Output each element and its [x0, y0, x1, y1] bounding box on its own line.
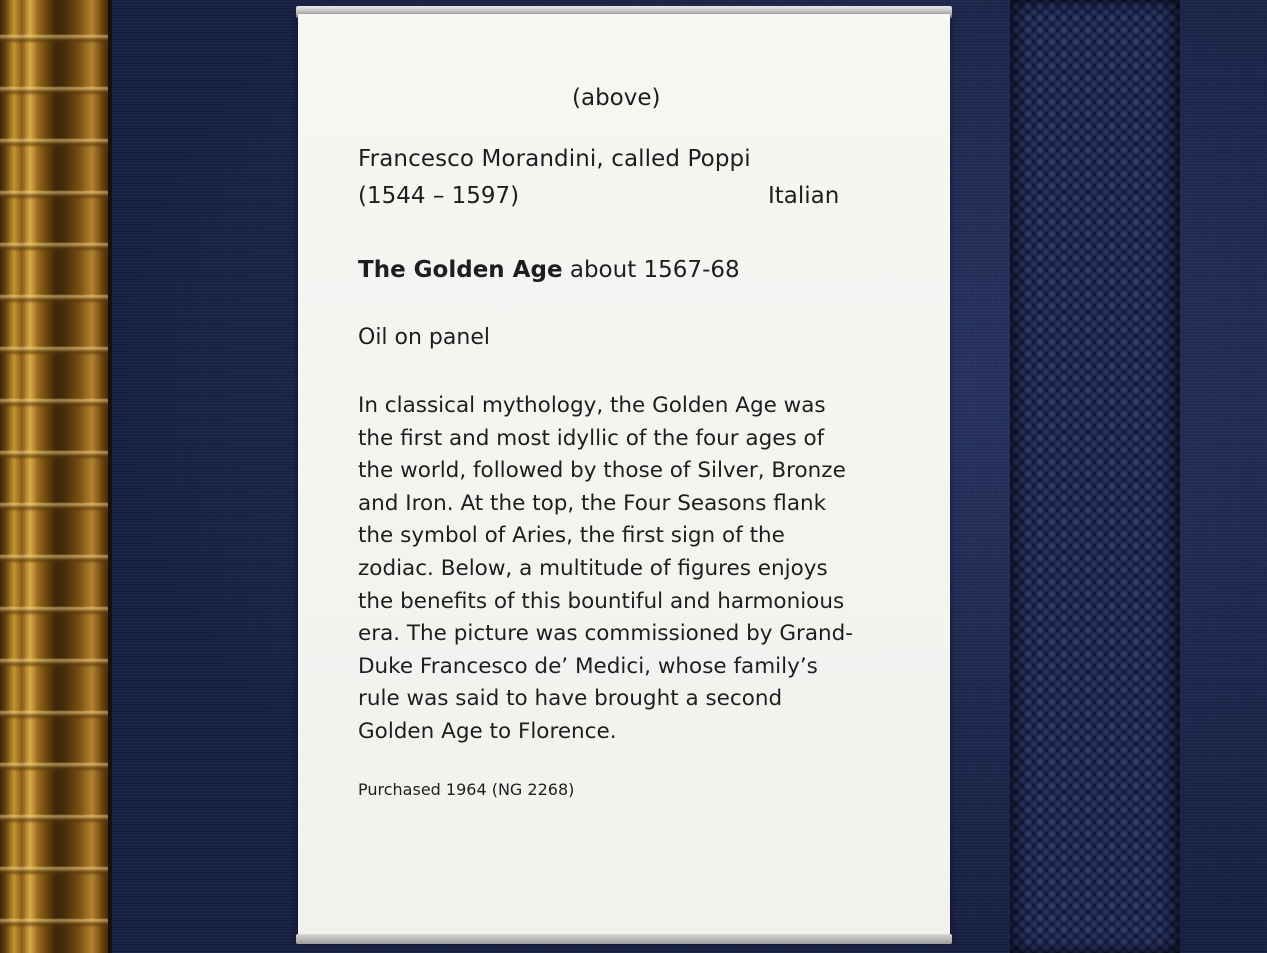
artist-name: Francesco Morandini, called Poppi — [358, 146, 751, 172]
gilded-picture-frame — [0, 0, 112, 953]
artwork-description — [358, 390, 903, 749]
description-line: Golden Age to Florence. — [358, 718, 617, 744]
description-line: the world, followed by those of Silver, Bronze — [358, 458, 846, 484]
description-line: the symbol of Aries, the first sign of the — [358, 523, 785, 549]
description-line: the first and most idyllic of the four ages of — [358, 425, 825, 451]
artist-dates: (1544 – 1597) — [358, 183, 520, 209]
description-line: and Iron. At the top, the Four Seasons flank — [358, 490, 827, 516]
acquisition-credit: Purchased 1964 (NG 2268) — [358, 780, 575, 799]
artwork-title: The Golden Age — [358, 257, 563, 283]
textured-wall-strip — [1010, 0, 1180, 953]
description-line: the benefits of this bountiful and harmonious — [358, 588, 845, 614]
label-holder-bottom-rail — [296, 934, 952, 944]
description-line: rule was said to have brought a second — [358, 686, 783, 712]
description-line: zodiac. Below, a multitude of figures enjoys — [358, 555, 828, 581]
description-line: Duke Francesco de’ Medici, whose family’s — [358, 653, 818, 679]
description-line: In classical mythology, the Golden Age was — [358, 393, 826, 418]
artist-nationality: Italian — [768, 183, 840, 209]
artwork-medium: Oil on panel — [358, 325, 490, 350]
label-position-note: (above) — [572, 85, 661, 111]
description-line: era. The picture was commissioned by Grand- — [358, 621, 854, 647]
artwork-date: about 1567-68 — [569, 257, 740, 283]
artwork-title-line — [358, 257, 740, 283]
